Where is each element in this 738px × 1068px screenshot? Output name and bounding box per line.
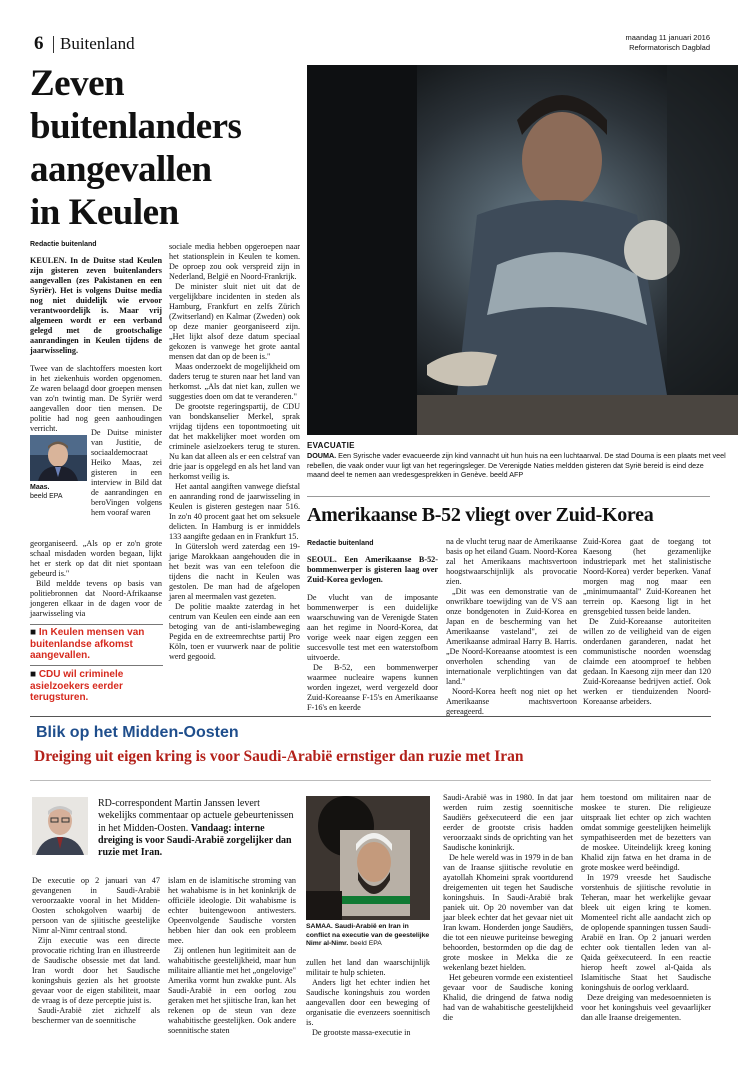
b52-lead: SEOUL. Een Amerikaanse B-52-bommenwerper is gisteren laag over Zuid-Korea gevlogen. — [307, 555, 438, 584]
janssen-photo — [32, 797, 88, 855]
blik-top-rule — [30, 716, 711, 717]
blik-col1-p1: De executie op 2 januari van 47 gevangenen in Saudi-Arabië veroorzaakte vooral in het Midden-Oosten schokgolven waarbij de persoon van de sjiitische geestelijke Nimr al-Nimr centraal stond. — [32, 876, 160, 935]
section-title: Buitenland — [60, 34, 135, 53]
maas-caption — [30, 483, 63, 501]
pull-quote-1 — [30, 627, 163, 662]
headline-line-4: in Keulen — [30, 192, 179, 233]
nimr-photo — [306, 796, 430, 920]
b52-col3-p1: Zuid-Korea gaat de toegang tot Kaesong (het gezamenlijke industriepark met het stalinistische Noord-Korea) verder beperken. Vanaf morgen mag nog maar een „minimumaantal" Zuid-Koreanen het terrein op. Kaesong ligt in het grensgebied tussen beide landen. — [583, 537, 711, 616]
b52-col3-p2: De Zuid-Koreaanse autoriteiten willen zo de veiligheid van de eigen onderdanen garanderen, nadat het communistische noorden woensdag claimde een atoomproef te hebben gedaan. In Kaesong zijn meer dan 120 Zuid-Koreaanse bedrijven actief. Ook werken er tienduizenden Noord-Koreaanse arbeiders. — [583, 617, 711, 706]
keulen-headline — [30, 62, 300, 234]
blik-col5 — [581, 793, 711, 1023]
keulen-col2 — [169, 242, 300, 662]
keulen-col2-p6: In Gütersloh werd zaterdag een 19-jarige Marokkaan aangehouden die in het bezit was van een telefoon die tijdens die nacht in Keulen was gestolen. De man had de afgelopen jaren al meermalen vast gezeten. — [169, 542, 300, 601]
b52-col1-p1: De vlucht van de imposante bommenwerper is een duidelijke waarschuwing van de Verenigde Staten aan het regime in Noord-Korea, dat vorige week naar eigen zeggen een succesvolle test met een waterstofbom uitvoerde. — [307, 593, 438, 662]
blik-col1 — [32, 876, 160, 1026]
maas-caption-credit: beeld EPA — [30, 493, 63, 500]
blik-col3-p2: Anders ligt het echter indien het Saudische koningshuis zou worden aangevallen door een beweging of organisatie die evenzeers soennitisch is. — [306, 978, 430, 1027]
headline-line-2: buitenlanders — [30, 106, 242, 147]
nimr-protest-image — [306, 796, 430, 920]
pull-quote-2-text: CDU wil criminele asielzoekers eerder terugsturen. — [30, 669, 124, 703]
keulen-col1-top — [30, 256, 162, 434]
blik-col5-p3: Deze dreiging van medesoennieten is voor het koningshuis veel gevaarlijker dan alle Iraanse dreigementen. — [581, 993, 711, 1022]
pull-rule-1 — [30, 624, 163, 625]
blik-col1-p2: Zijn executie was een directe provocatie richting Iran en illustreerde de Saudische obsessie met dat land. Iran wordt door het Saudische koningshuis gezien als het grootste gevaar voor de eigen stabiliteit, maar de vraag is of deze perceptie juist is. — [32, 936, 160, 1005]
pull-quote-1-text: In Keulen mensen van buitenlandse afkomst aangevallen. — [30, 627, 145, 661]
blik-intro — [98, 798, 298, 859]
b52-col2-p1: na de vlucht terug naar de Amerikaanse basis op het eiland Guam. Noord-Korea zal het Amerikaans machtsvertoon hoogstwaarschijnlijk als provocatie zien. — [446, 537, 577, 586]
nimr-caption — [306, 923, 430, 949]
b52-top-rule — [307, 496, 710, 497]
evacuation-photo-image — [307, 65, 738, 435]
header-date: maandag 11 januari 2016 — [625, 33, 710, 42]
keulen-col1-rest — [30, 539, 162, 619]
blik-col2 — [168, 876, 296, 1036]
blik-kicker: Blik op het Midden-Oosten — [36, 724, 239, 741]
blik-col4-p1: Saudi-Arabië was in 1980. In dat jaar werden ruim zestig soennitische Saudiërs geëxecuteerd die een jaar eerder de grootste crisis hadden veroorzaakt sinds de oprichting van het Saudische koninkrijk. — [443, 793, 573, 852]
blik-col2-p2: Zij ontlenen hun legitimiteit aan de wahabitische geestelijkheid, maar hun militaire alliantie met het „ongelovige" Amerika vormt hun zwakke punt. Als Saudi-Arabië in een oorlog zou geraken met het sjiitische Iran, kan het rekenen op de steun van deze wahabitische geestelijken. Ook andere soennitische staten — [168, 946, 296, 1035]
keulen-col1-p2a: De Duitse minister van Justitie, de sociaaldemocraat Heiko Maas, zei gisteren in een interview in Bild dat de aanrandingen en beroVingen volgens hem vooraf waren — [91, 428, 162, 517]
janssen-portrait-icon — [32, 797, 88, 855]
maas-caption-name: Maas. — [30, 484, 50, 491]
headline-line-3: aangevallen — [30, 149, 212, 190]
b52-col1-p2: De B-52, een bommenwerper waarmee nucleaire wapens kunnen worden ingezet, werd vergezeld door Zuid-Koreaanse F-15's en Amerikaanse F-16's en keerde — [307, 663, 438, 712]
blik-col2-p1: islam en de islamitische stroming van het wahabisme is in het koninkrijk de officiële ideologie. Dit wahabisme is echter buitengewoon antiwesters. Opeenvolgende Saudische vorsten hebben hier dan ook een probleem mee. — [168, 876, 296, 945]
pull-quote-2 — [30, 669, 163, 704]
page-number: 6 — [34, 33, 44, 54]
pull-quote-bullet-2: ■ — [30, 669, 39, 680]
b52-col3 — [583, 537, 711, 707]
keulen-col1-p2b: georganiseerd. „Als op er zo'n grote schaal misdaden worden begaan, lijkt het er sterk op dat dit niet spontaan gebeurd is." — [30, 539, 162, 578]
blik-col4-p2: De hele wereld was in 1979 in de ban van de Iraanse sjiitische revolutie en ayatollah Khomeini sprak voortdurend dreigementen uit tegen het Saudische koningshuis. In Saudi-Arabië brak paniek uit. Op 20 november van dat jaar bleek echter dat het gevaar niet uit Iran kwam. Honderden jonge Saudiërs, die tot een nieuwe puriteinse beweging behoorden, bestormden op die dag de grote moskee in Mekka die ze wekenlang bezet hielden. — [443, 853, 573, 972]
photo-main-label: EVACUATIE — [307, 441, 355, 450]
blik-col3 — [306, 958, 430, 1038]
pull-quote-bullet-1: ■ — [30, 627, 39, 638]
photo-main-credit: beeld AFP — [490, 469, 524, 479]
nimr-caption-place: SAMAA. — [306, 923, 333, 930]
keulen-col2-p7: De politie maakte zaterdag in het centrum van Keulen een einde aan een betoging van de anti-islambeweging Pegida en de extreemrechtse partij Pro Köln, toen er vuurwerk naar de politie werd gegooid. — [169, 602, 300, 661]
blik-headline: Dreiging uit eigen kring is voor Saudi-Arabië ernstiger dan ruzie met Iran — [34, 748, 524, 765]
page-header — [34, 33, 710, 57]
keulen-col1-p3: Bild meldde tevens op basis van politiebronnen dat Noord-Afrikaanse jongeren elkaar in de dagen voor de jaarwisseling via — [30, 579, 162, 618]
evacuation-photo — [307, 65, 738, 435]
blik-col3-p1: zullen het land dan waarschijnlijk militair te hulp schieten. — [306, 958, 430, 977]
keulen-lead: KEULEN. In de Duitse stad Keulen zijn gisteren zeven buitenlanders aangevallen (zes Pakistanen en een Syriër). Het is volgens Duitse media nog niet duidelijk wie ervoor verantwoordelijk is. Maar vrij algemeen wordt er een verband gelegd met de grootschalige aanrandingen in Keulen tijdens de jaarwisseling. — [30, 256, 162, 355]
keulen-byline: Redactie buitenland — [30, 241, 97, 248]
headline-line-1: Zeven — [30, 63, 125, 104]
keulen-col2-p3: Maas onderzoekt de mogelijkheid om daders terug te sturen naar het land van herkomst. „Als dat niet kan, zullen we suggesties doen om dat te veranderen." — [169, 362, 300, 401]
maas-portrait-icon — [30, 435, 87, 481]
nimr-caption-credit: beeld EPA — [350, 940, 382, 948]
maas-photo — [30, 435, 87, 481]
keulen-col2-p1: sociale media hebben opgeroepen naar het stationsplein in Keulen te komen. De oproep zou ook verspreid zijn in Nederland, België en Noord-Frankrijk. — [169, 242, 300, 281]
blik-col5-p1: hem toestond om militairen naar de moskee te sturen. Die religieuze uitspraak liet echter op zich wachten omdat sommige geestelijken heimelijk sympathiseerden met de bezetters van de moskee. Uiteindelijk kreeg koning Khalid zijn fatwa en het drama in de grote moskee werd beëindigd. — [581, 793, 711, 872]
b52-col1 — [307, 555, 438, 713]
blik-col4 — [443, 793, 573, 1023]
header-divider — [53, 36, 54, 53]
blik-col5-p2: In 1979 vreesde het Saudische vorstenhuis de sjiitische revolutie in Teheran, maar het werkelijke gevaar bleek uit eigen kring te komen. Momenteel richt alle aandacht zich op de oplopende spanningen tussen Saudi-Arabië en Iran. Op 2 januari werden echter ook tientallen leden van al-Qaida geëxecuteerd. In een reactie hierop heeft zowel al-Qaida als Islamitische Staat het Saudische koningshuis de oorlog verklaard. — [581, 873, 711, 992]
photo-main-caption — [307, 441, 727, 479]
blik-mid-rule — [30, 780, 711, 781]
blik-col1-p3: Saudi-Arabië ziet zichzelf als beschermer van de soennitische — [32, 1006, 160, 1025]
b52-col2-p2: „Dit was een demonstratie van de onwrikbare toewijding van de VS aan onze bondgenoten in Zuid-Korea en Japan en de bescherming van het Amerikaanse vasteland", zei de Amerikaanse admiraal Harry B. Harris. „De Noord-Koreaanse atoomtest is een onverholen schending van de internationale verplichtingen van dat land." — [446, 587, 577, 686]
blik-intro-text: RD-correspondent Martin Janssen levert wekelijks commentaar op actuele gebeurtenissen in het Midden-Oosten. — [98, 798, 294, 834]
b52-col2-p3: Noord-Korea heeft nog niet op het Amerikaanse machtsvertoon gereageerd. — [446, 687, 577, 716]
keulen-col2-p5: Het aantal aangiften vanwege diefstal en aanranding rond de jaarwisseling in Keulen is gisteren gestegen naar 516. In zo'n 40 procent gaat het om seksuele delicten. In Hamburg is er inmiddels 133 aangifte gedaan en in Frankfurt 15. — [169, 482, 300, 541]
b52-headline: Amerikaanse B-52 vliegt over Zuid-Korea — [307, 504, 654, 526]
photo-main-caption-text: Een Syrische vader evacueerde zijn kind vannacht uit hun huis na een luchtaanval. De stad Douma is een plaats met veel rebellen, die vaak onder vuur ligt van het regeringsleger. De Verenigde Naties meldden gisteren dat Syrië bereid is eind deze maand deel te nemen aan vredesgesprekken in Genève. — [307, 451, 726, 479]
keulen-col2-p2: De minister sluit niet uit dat de vergelijkbare incidenten in steden als Hamburg, Frankfurt en zelfs Zürich (Zwitserland) en Kalmar (Zweden) ook op deze manier georganiseerd zijn. „Het lijkt alsof deze datum speciaal gekozen is vanwege het grote aantal mensen dat dan op de been is." — [169, 282, 300, 361]
keulen-col2-p4: De grootste regeringspartij, de CDU van bondskanselier Merkel, sprak vrijdag tijdens een topontmoeting uit dat het makkelijker moet worden om criminele asielzoekers terug te sturen. Nu kan dat alleen als er een celstraf van drie jaar is opgelegd en als het land van herkomst veilig is. — [169, 402, 300, 481]
header-paper: Reformatorisch Dagblad — [629, 43, 710, 52]
b52-byline: Redactie buitenland — [307, 540, 374, 547]
pull-rule-2 — [30, 665, 163, 666]
photo-main-place: DOUMA. — [307, 451, 337, 461]
blik-intro-bold: Vandaag: interne dreiging is voor Saudi-Arabië zorgelijker dan ruzie met Iran. — [98, 822, 292, 859]
keulen-col1-p1: Twee van de slachtoffers moesten kort in het ziekenhuis worden opgenomen. Ze waren belaagd door groepen mensen van zo'n twintig man. De Syriër werd aangevallen door tien mensen. De politie had nog geen aanhoudingen verricht. — [30, 364, 162, 433]
blik-col4-p3: Het gebeuren vormde een existentieel gevaar voor de Saudische koning Khalid, die dringend de fatwa nodig had van de wahabitische geestelijkheid die — [443, 973, 573, 1022]
nimr-caption-text: Saudi-Arabië en Iran in conflict na executie van de geestelijke Nimr al-Nimr. — [306, 923, 430, 948]
blik-col3-p3: De grootste massa-executie in — [312, 1028, 411, 1037]
b52-col2 — [446, 537, 577, 717]
